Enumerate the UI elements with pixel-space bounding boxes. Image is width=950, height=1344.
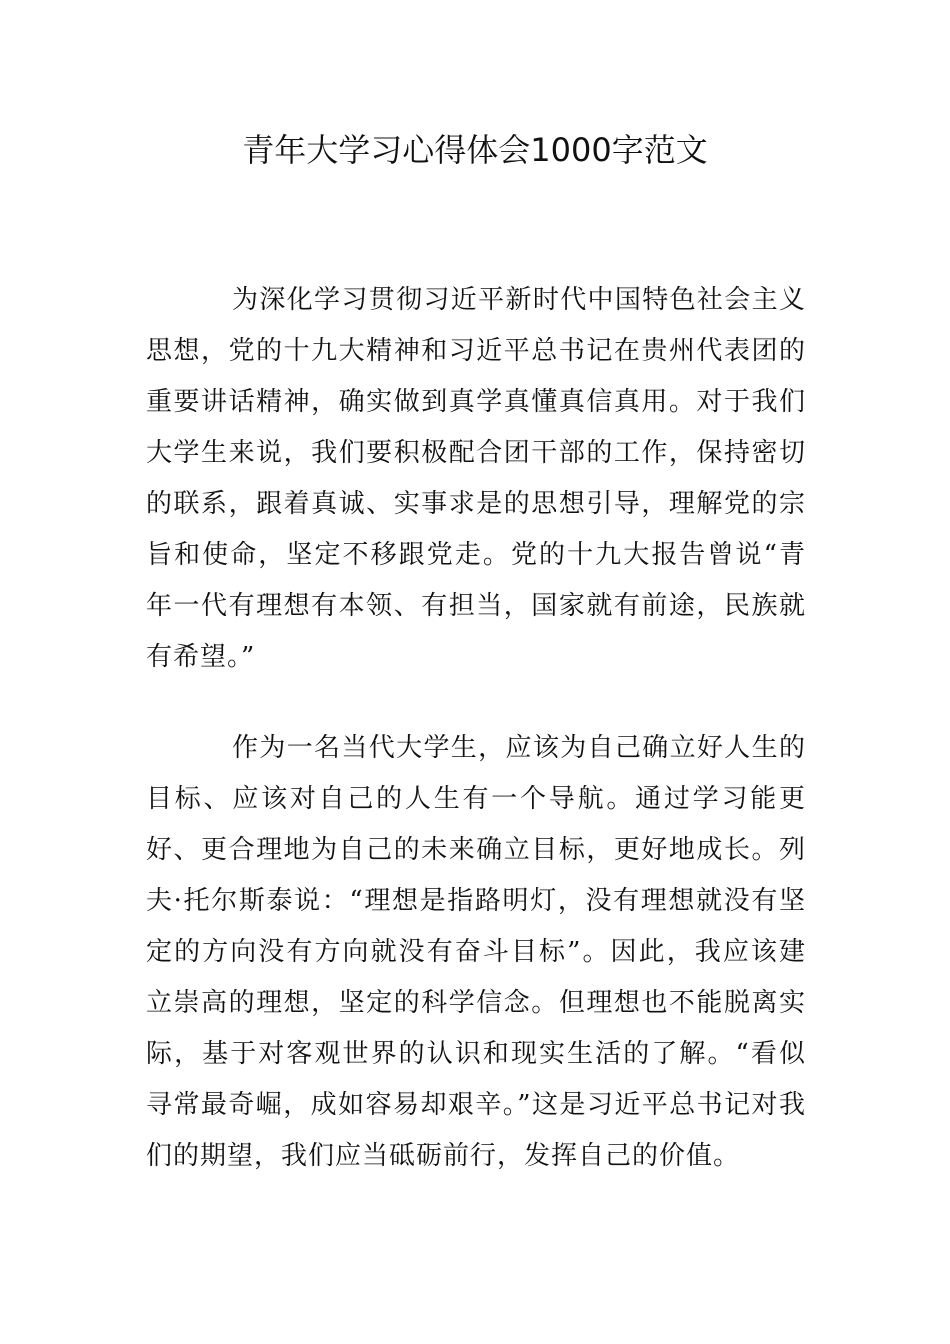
- document-title: 青年大学习心得体会1000字范文: [242, 131, 708, 169]
- paragraph-2: 作为一名当代大学生，应该为自己确立好人生的目标、应该对自己的人生有一个导航。通过学习能更好、更合理地为自己的未来确立目标，更好地成长。列夫·托尔斯泰说：“理想是指路明灯，没有理想就没有坚定的方向没有方向就没有奋斗目标”。因此，我应该建立崇高的理想，坚定的科学信念。但理想也不能脱离实际，基于对客观世界的认识和现实生活的了解。“看似寻常最奇崛，成如容易却艰辛。”这是习近平总书记对我们的期望，我们应当砥砺前行，发挥自己的价值。: [146, 733, 806, 1171]
- paragraph-1: 为深化学习贯彻习近平新时代中国特色社会主义思想，党的十九大精神和习近平总书记在贵州代表团的重要讲话精神，确实做到真学真懂真信真用。对于我们大学生来说，我们要积极配合团干部的工作，保持密切的联系，跟着真诚、实事求是的思想引导，理解党的宗旨和使命，坚定不移跟党走。党的十九大报告曾说“青年一代有理想有本领、有担当，国家就有前途，民族就有希望。”: [146, 285, 806, 672]
